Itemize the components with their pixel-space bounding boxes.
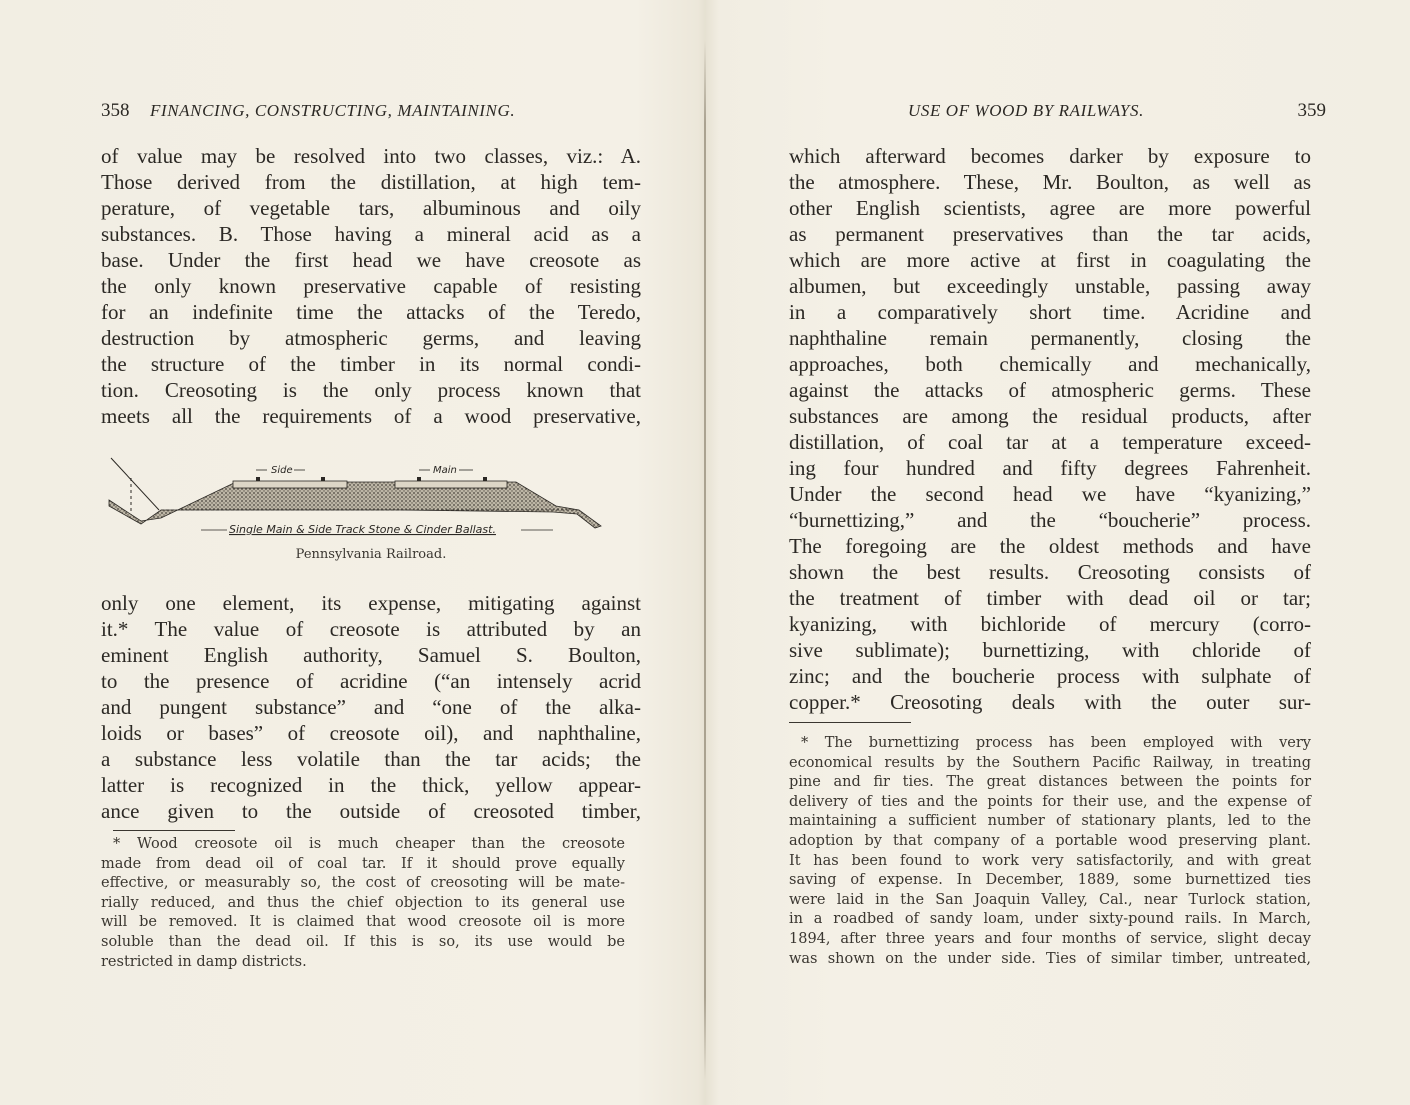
text-line: the treatment of timber with dead oil or tar; [789, 586, 1311, 610]
text-line: meets all the requirements of a wood preservative, [101, 404, 641, 428]
text-line: substances. B. Those having a mineral acid as a [101, 222, 641, 246]
footnote-line: soluble than the dead oil. If this is so, its use would be [101, 933, 625, 950]
track-cross-section-illustration [101, 448, 641, 548]
footnote-line: restricted in damp districts. [101, 953, 307, 970]
text-line: distillation, of coal tar at a temperature exceed- [789, 430, 1311, 454]
footnote-line: in a roadbed of sandy loam, under sixty-pound rails. In March, [789, 911, 1311, 928]
text-line: the only known preservative capable of resisting [101, 274, 641, 298]
text-line: a substance less volatile than the tar acids; the [101, 747, 641, 771]
text-line: ing four hundred and fifty degrees Fahrenheit. [789, 456, 1311, 480]
figure-caption: Pennsylvania Railroad. [295, 547, 447, 562]
text-line: other English scientists, agree are more powerful [789, 196, 1311, 220]
footnote-line: effective, or measurably so, the cost of creosoting will be mate- [101, 875, 625, 892]
left-body-top [101, 143, 641, 429]
text-line: tion. Creosoting is the only process known that [101, 378, 641, 402]
footnote-divider [113, 830, 235, 831]
text-line: which afterward becomes darker by exposure to [789, 144, 1311, 168]
text-line: as permanent preservatives than the tar acids, [789, 222, 1311, 246]
text-line: copper.* Creosoting deals with the outer sur- [789, 690, 1311, 714]
text-line: in a comparatively short time. Acridine and [789, 300, 1311, 324]
left-running-header [101, 100, 641, 124]
text-line: perature, of vegetable tars, albuminous and oily [101, 196, 641, 220]
footnote-line: economical results by the Southern Pacific Railway, in treating [789, 754, 1311, 771]
text-line: eminent English authority, Samuel S. Boulton, [101, 643, 641, 667]
text-line: against the attacks of atmospheric germs. These [789, 378, 1311, 402]
text-line: shown the best results. Creosoting consists of [789, 560, 1311, 584]
footnote-line: rially reduced, and thus the chief objection to its general use [101, 894, 625, 911]
footnote-line: adoption by that company of a portable wood preserving plant. [789, 832, 1311, 849]
text-line: the structure of the timber in its normal condi- [101, 352, 641, 376]
text-line: for an indefinite time the attacks of the Teredo, [101, 300, 641, 324]
page-number: 359 [1297, 100, 1326, 121]
left-footnote [101, 835, 625, 972]
text-line: and pungent substance” and “one of the alka- [101, 695, 641, 719]
diagram-title: Single Main & Side Track Stone & Cinder Ballast. [229, 523, 496, 536]
text-line: “burnettizing,” and the “boucherie” process. [789, 508, 1311, 532]
text-line: destruction by atmospheric germs, and leaving [101, 326, 641, 350]
footnote-line: made from dead oil of coal tar. If it should prove equally [101, 855, 625, 872]
text-line: only one element, its expense, mitigating against [101, 591, 641, 615]
text-line: to the presence of acridine (“an intensely acrid [101, 669, 641, 693]
running-head: USE OF WOOD BY RAILWAYS. [908, 101, 1144, 120]
book-gutter [704, 40, 706, 1080]
text-line: ance given to the outside of creosoted timber, [101, 799, 641, 823]
text-line: latter is recognized in the thick, yellow appear- [101, 773, 641, 797]
label-main: Main [433, 465, 457, 476]
text-line: kyanizing, with bichloride of mercury (corro- [789, 612, 1311, 636]
right-running-header [786, 100, 1326, 124]
text-line: zinc; and the boucherie process with sulphate of [789, 664, 1311, 688]
text-line: Those derived from the distillation, at high tem- [101, 170, 641, 194]
footnote-divider [789, 722, 911, 723]
text-line: naphthaline remain permanently, closing the [789, 326, 1311, 350]
footnote-line: * The burnettizing process has been employed with very [801, 735, 1311, 751]
text-line: loids or bases” of creosote oil), and naphthaline, [101, 721, 641, 745]
right-body [789, 143, 1311, 715]
left-body-bottom [101, 590, 641, 824]
text-line: The foregoing are the oldest methods and have [789, 534, 1311, 558]
footnote-line: pine and fir ties. The great distances between the points for [789, 774, 1311, 791]
text-line: of value may be resolved into two classes, viz.: A. [101, 144, 641, 168]
text-line: the atmosphere. These, Mr. Boulton, as well as [789, 170, 1311, 194]
footnote-line: saving of expense. In December, 1889, some burnettized ties [789, 872, 1311, 889]
text-line: base. Under the first head we have creosote as [101, 248, 641, 272]
text-line: sive sublimate); burnettizing, with chloride of [789, 638, 1311, 662]
footnote-line: delivery of ties and the points for their use, and the expense of [789, 793, 1311, 810]
roadbed-cross-section-figure [101, 448, 641, 568]
footnote-line: will be removed. It is claimed that wood creosote oil is more [101, 914, 625, 931]
footnote-line: 1894, after three years and four months of service, slight decay [789, 930, 1311, 947]
text-line: approaches, both chemically and mechanically, [789, 352, 1311, 376]
text-line: Under the second head we have “kyanizing,” [789, 482, 1311, 506]
footnote-line: * Wood creosote oil is much cheaper than the creosote [113, 836, 625, 852]
footnote-line: was shown on the under side. Ties of similar timber, untreated, [789, 950, 1311, 967]
footnote-line: It has been found to work very satisfactorily, and with great [789, 852, 1311, 869]
footnote-line: were laid in the San Joaquin Valley, Cal., near Turlock station, [789, 891, 1311, 908]
footnote-line: maintaining a sufficient number of stationary plants, led to the [789, 813, 1311, 830]
text-line: albumen, but exceedingly unstable, passing away [789, 274, 1311, 298]
label-side: Side [271, 465, 293, 476]
text-line: which are more active at first in coagulating the [789, 248, 1311, 272]
text-line: substances are among the residual products, after [789, 404, 1311, 428]
page-number: 358 [101, 100, 130, 121]
text-line: it.* The value of creosote is attributed by an [101, 617, 641, 641]
running-head: FINANCING, CONSTRUCTING, MAINTAINING. [150, 101, 516, 120]
right-footnote [789, 734, 1311, 969]
